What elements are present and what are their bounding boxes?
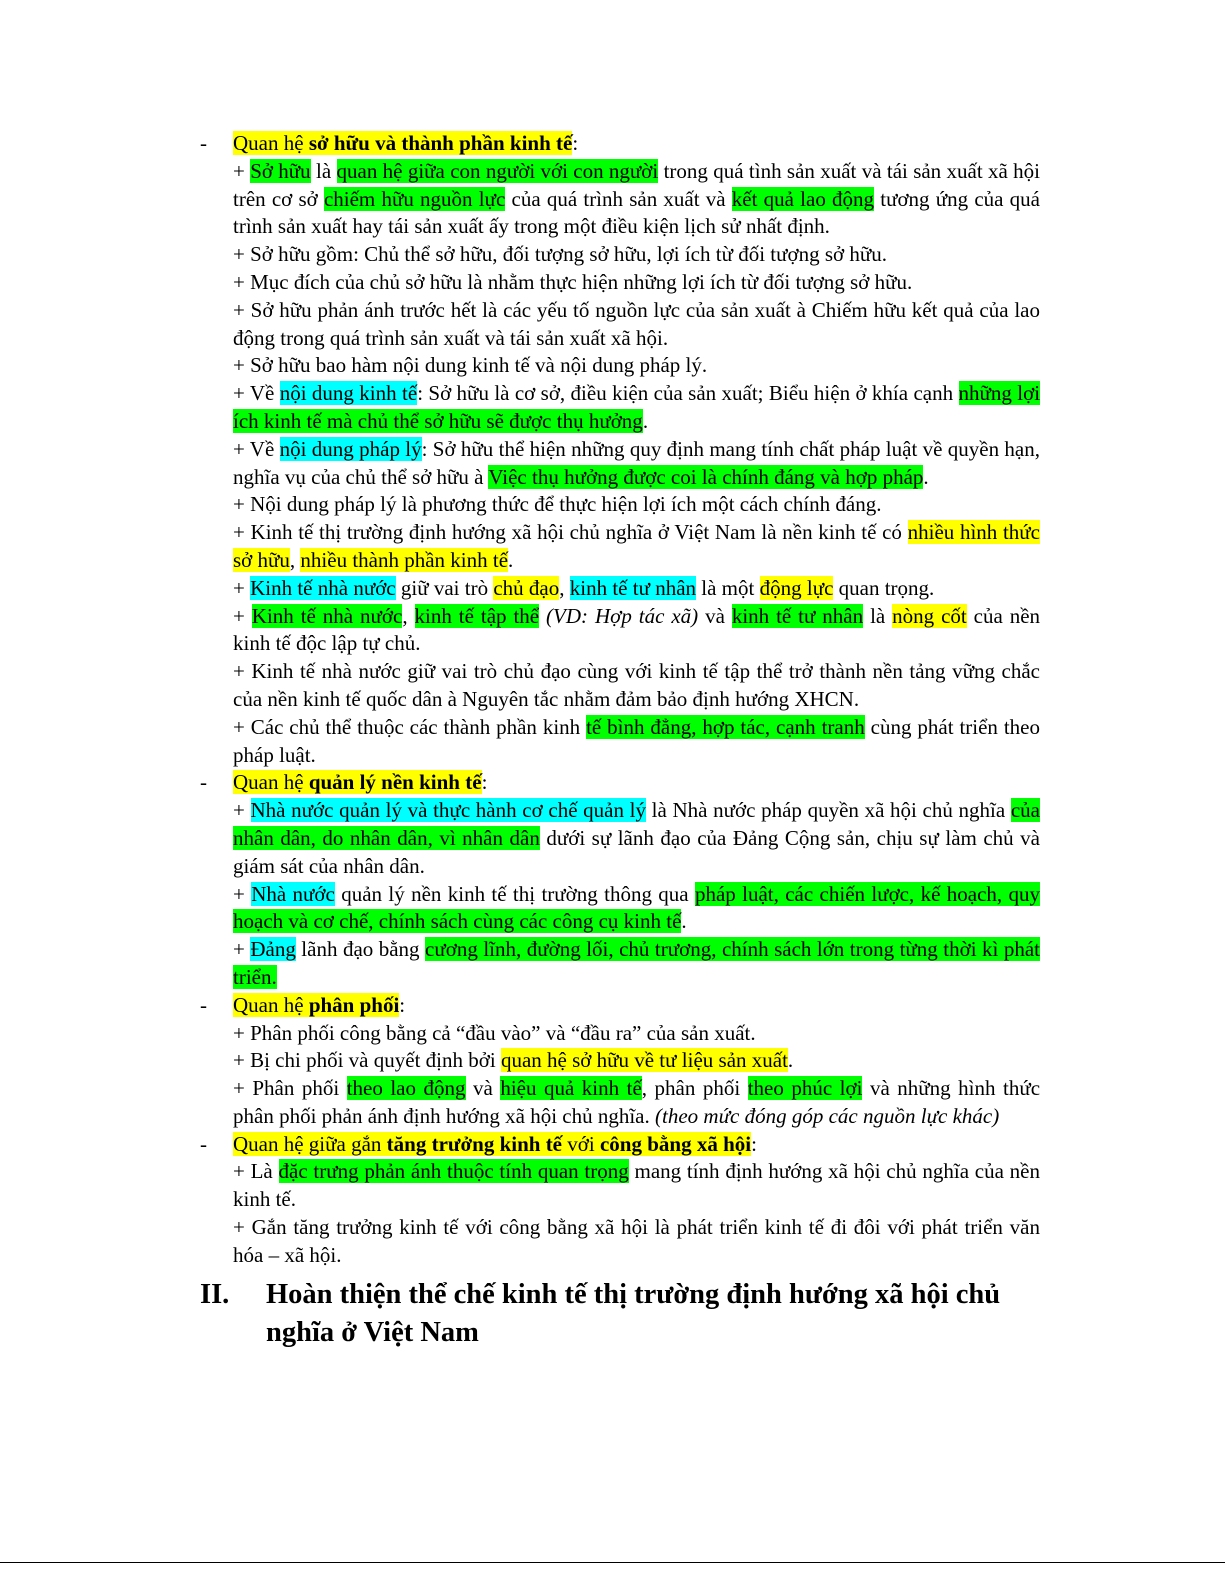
- paragraph: + Về nội dung pháp lý: Sở hữu thể hiện những quy định mang tính chất pháp luật về quyền hạn, nghĩa vụ của chủ thể sở hữu à Việc thụ hưởng được coi là chính đáng và hợp pháp.: [233, 436, 1040, 489]
- section-ownership: - Quan hệ sở hữu và thành phần kinh tế:: [200, 130, 1040, 158]
- paragraph: + Nội dung pháp lý là phương thức để thực hiện lợi ích một cách chính đáng.: [233, 492, 882, 517]
- section-distribution: - Quan hệ phân phối:: [200, 992, 1040, 1020]
- paragraph: + Sở hữu gồm: Chủ thể sở hữu, đối tượng sở hữu, lợi ích từ đối tượng sở hữu.: [233, 242, 888, 267]
- heading-number: II.: [200, 1278, 230, 1310]
- bullet-dash: -: [200, 1131, 207, 1156]
- paragraph: + Đảng lãnh đạo bằng cương lĩnh, đường lối, chủ trương, chính sách lớn trong từng thời kì phát triển.: [233, 937, 1041, 989]
- paragraph: + Kinh tế nhà nước giữ vai trò chủ đạo cùng với kinh tế tập thể trở thành nền tảng vững chắc của nền kinh tế quốc dân à Nguyên tắc nhằm đảm bảo định hướng XHCN.: [233, 659, 1040, 711]
- paragraph: + Phân phối công bằng cả “đầu vào” và “đầu ra” của sản xuất.: [233, 1020, 756, 1045]
- page-bottom-rule: [0, 1562, 1225, 1563]
- document-body: [200, 130, 1040, 1352]
- paragraph: + Sở hữu bao hàm nội dung kinh tế và nội dung pháp lý.: [233, 353, 708, 378]
- paragraph: + Sở hữu phản ánh trước hết là các yếu tố nguồn lực của sản xuất à Chiếm hữu kết quả của lao động trong quá trình sản xuất và tái sản xuất xã hội.: [233, 297, 1040, 350]
- bullet-dash: -: [200, 770, 207, 795]
- bullet-dash: -: [200, 992, 207, 1017]
- bullet-dash: -: [200, 131, 207, 155]
- heading-text: Hoàn thiện thể chế kinh tế thị trường định hướng xã hội chủ nghĩa ở Việt Nam: [266, 1278, 1001, 1348]
- paragraph: + Nhà nước quản lý và thực hành cơ chế quản lý là Nhà nước pháp quyền xã hội chủ nghĩa của nhân dân, do nhân dân, vì nhân dân dưới sự lãnh đạo của Đảng Cộng sản, chịu sự làm chủ và giám sát của nhân dân.: [233, 798, 1041, 878]
- section-economic-management: - Quan hệ quản lý nền kinh tế:: [200, 769, 1040, 797]
- section-title: Quan hệ sở hữu và thành phần kinh tế: [233, 131, 573, 155]
- paragraph: + Là đặc trưng phản ánh thuộc tính quan trọng mang tính định hướng xã hội chủ nghĩa của nền kinh tế.: [233, 1159, 1040, 1212]
- paragraph: + Nhà nước quản lý nền kinh tế thị trường thông qua pháp luật, các chiến lược, kế hoạch, quy hoạch và cơ chế, chính sách cùng các công cụ kinh tế.: [233, 881, 1041, 934]
- paragraph: + Gắn tăng trưởng kinh tế với công bằng xã hội là phát triển kinh tế đi đôi với phát triển văn hóa – xã hội.: [233, 1215, 1040, 1267]
- paragraph: + Về nội dung kinh tế: Sở hữu là cơ sở, điều kiện của sản xuất; Biểu hiện ở khía cạnh những lợi ích kinh tế mà chủ thể sở hữu sẽ được thụ hưởng.: [233, 381, 1041, 433]
- section-heading: [200, 1276, 1040, 1352]
- section-title: Quan hệ phân phối: [233, 992, 400, 1017]
- paragraph: + Kinh tế nhà nước, kinh tế tập thể (VD: Hợp tác xã) và kinh tế tư nhân là nòng cốt của nền kinh tế độc lập tự chủ.: [233, 603, 1041, 656]
- paragraph: + Các chủ thể thuộc các thành phần kinh tế bình đẳng, hợp tác, cạnh tranh cùng phát triển theo pháp luật.: [233, 714, 1040, 767]
- paragraph: + Kinh tế nhà nước giữ vai trò chủ đạo, kinh tế tư nhân là một động lực quan trọng.: [233, 575, 935, 600]
- section-title: Quan hệ giữa gắn tăng trưởng kinh tế với công bằng xã hội: [233, 1131, 752, 1156]
- paragraph: + Sở hữu là quan hệ giữa con người với con người trong quá tình sản xuất và tái sản xuất xã hội trên cơ sở chiếm hữu nguồn lực của quá trình sản xuất và kết quả lao động tương ứng của quá trình sản xuất hay tái sản xuất ấy trong một điều kiện lịch sử nhất định.: [233, 158, 1040, 239]
- paragraph: + Mục đích của chủ sở hữu là nhằm thực hiện những lợi ích từ đối tượng sở hữu.: [233, 269, 913, 294]
- section-growth-equity: - Quan hệ giữa gắn tăng trưởng kinh tế với công bằng xã hội:: [200, 1131, 1040, 1159]
- paragraph: + Phân phối theo lao động và hiệu quả kinh tế, phân phối theo phúc lợi và những hình thức phân phối phản ánh định hướng xã hội chủ nghĩa. (theo mức đóng góp các nguồn lực khác): [233, 1076, 1041, 1128]
- paragraph: + Kinh tế thị trường định hướng xã hội chủ nghĩa ở Việt Nam là nền kinh tế có nhiều hình thức sở hữu, nhiều thành phần kinh tế.: [233, 520, 1040, 572]
- paragraph: + Bị chi phối và quyết định bởi quan hệ sở hữu về tư liệu sản xuất.: [233, 1048, 794, 1073]
- section-title: Quan hệ quản lý nền kinh tế: [233, 770, 482, 795]
